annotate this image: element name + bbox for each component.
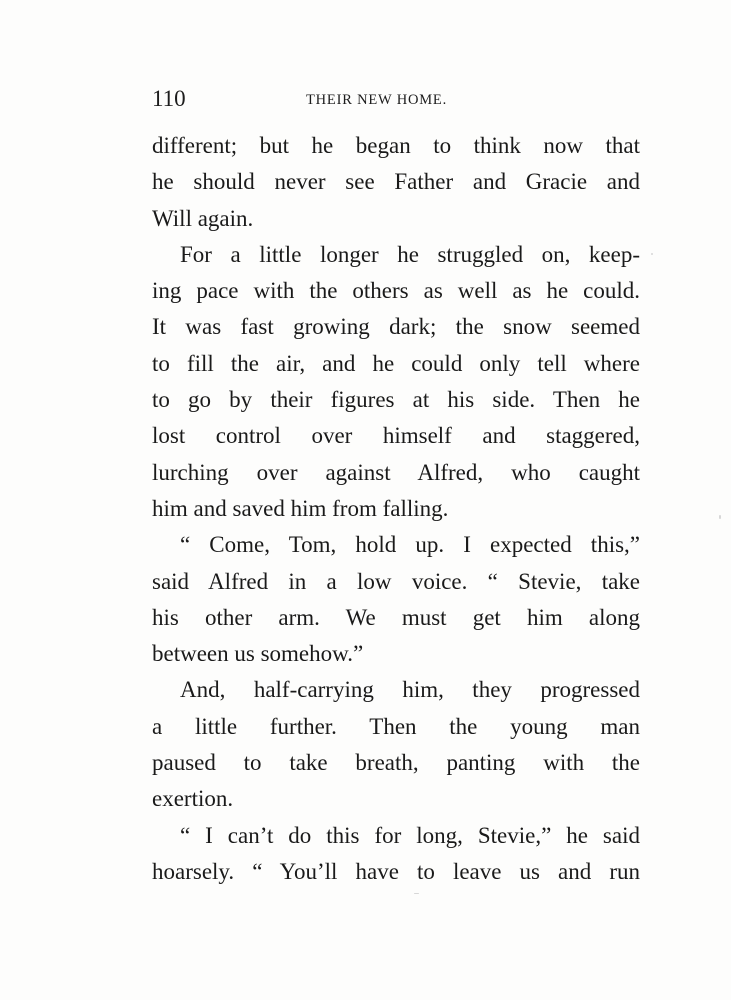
running-head: THEIR NEW HOME. [306,92,448,108]
text-line: his other arm. We must get him along [152,604,640,630]
text-line: ing pace with the others as well as he could. [152,278,640,304]
page-header [152,86,640,116]
scan-speck [651,253,653,255]
text-line: lost control over himself and staggered, [152,423,640,449]
text-line: Will again. [152,205,254,231]
text-line: hoarsely. “ You’ll have to leave us and run [152,858,640,884]
text-line: For a little longer he struggled on, keep- [180,241,640,267]
text-line: exertion. [152,786,234,812]
text-line: different; but he began to think now that [152,133,640,158]
text-line: said Alfred in a low voice. “ Stevie, take [152,568,640,594]
text-line: him and saved him from falling. [152,495,449,521]
text-line: “ I can’t do this for long, Stevie,” he said [180,822,640,848]
text-line: to fill the air, and he could only tell where [152,350,640,376]
scan-speck [414,893,419,894]
page-number: 110 [152,86,186,111]
text-line: paused to take breath, panting with the [152,750,640,776]
text-line: he should never see Father and Gracie and [152,169,640,195]
text-line: And, half-carrying him, they progressed [180,677,640,703]
text-line: between us somehow.” [152,641,364,667]
scan-speck [719,515,721,519]
text-line: “ Come, Tom, hold up. I expected this,” [180,532,640,558]
text-line: lurching over against Alfred, who caught [152,459,640,485]
text-line: a little further. Then the young man [152,713,640,739]
body-text [152,128,640,890]
text-line: to go by their figures at his side. Then he [152,387,640,413]
text-line: It was fast growing dark; the snow seemed [152,314,640,340]
